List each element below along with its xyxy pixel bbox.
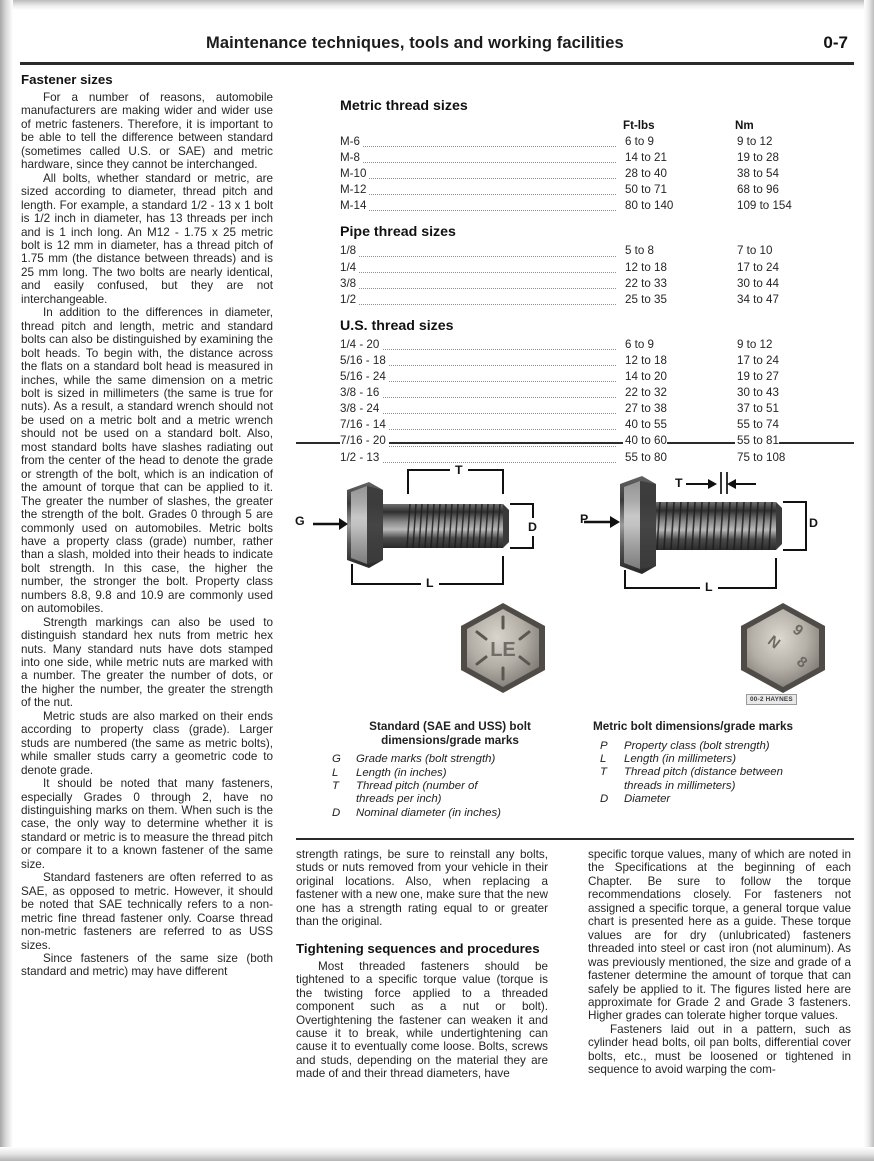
header-divider — [20, 62, 854, 65]
thread-size: 1/4 - 20 — [340, 338, 382, 351]
standard-bolt-label-d: D — [528, 520, 537, 534]
scan-edge-right — [864, 0, 874, 1161]
paragraph: In addition to the differences in diameter, thread pitch and length, metric and standard bolts can also be distinguished by examining the bolt heads. To begin with, the distance across the flats on a standard bolt head is measured in inches, while the same dimension on a metric bolt is sized in millimeters (the same is true for nuts). As a result, a standard wrench should not be used on a metric bolt and a metric wrench should not be used on a standard bolt. Also, most standard bolts have slashes radiating out from the center of the head to denote the grade or strength of the bolt, which is an indication of the amount of torque that can be applied to it. The greater the number of slashes, the greater the strength of the bolt. Grades 0 through 5 are commonly used on automobiles. Metric bolts have a property class (grade) number, rather than a slash, molded into their heads to indicate bolt strength. In this case, the higher the number, the stronger the bolt. Property class numbers 8.8, 9.8 and 10.9 are commonly used on automobiles. — [21, 306, 273, 616]
torque-ftlbs: 40 to 55 — [625, 418, 667, 432]
table-row — [340, 277, 856, 293]
torque-nm: 68 to 96 — [737, 183, 779, 197]
torque-nm: 55 to 81 — [737, 434, 779, 448]
legend-item — [593, 793, 855, 806]
torque-ftlbs: 55 to 80 — [625, 450, 667, 464]
thread-size: 7/16 - 20 — [340, 434, 389, 447]
table-title: U.S. thread sizes — [340, 317, 454, 334]
scan-edge-top — [0, 0, 874, 10]
torque-nm: 9 to 12 — [737, 337, 773, 351]
svg-text:8: 8 — [793, 653, 811, 672]
torque-ftlbs: 50 to 71 — [625, 183, 667, 197]
table-row — [340, 293, 856, 309]
page-title: Maintenance techniques, tools and working facilities — [206, 34, 624, 52]
bolt-figure — [295, 452, 860, 837]
torque-ftlbs: 40 to 60 — [625, 434, 667, 448]
metric-bolt-label-l: L — [700, 580, 718, 594]
torque-nm: 30 to 43 — [737, 386, 779, 400]
torque-ftlbs: 22 to 32 — [625, 386, 667, 400]
legend-text: Thread pitch (number of — [356, 780, 478, 792]
table-row — [340, 338, 856, 354]
table-title: Pipe thread sizes — [340, 224, 456, 241]
torque-ftlbs: 22 to 33 — [625, 276, 667, 290]
figure-bottom-divider — [296, 838, 854, 840]
paragraph: Strength markings can also be used to distinguish standard hex nuts from metric hex nuts. Many standard nuts have dots stamped into one side, while metric nuts are marked with a number. The greater the number of dots, or the higher the number, the greater the strength of the nut. — [21, 615, 273, 710]
table-row — [340, 199, 856, 215]
table-row — [340, 386, 856, 402]
torque-ftlbs: 12 to 18 — [625, 260, 667, 274]
dot-leader — [340, 145, 616, 147]
table-row — [340, 402, 856, 418]
paragraph: Fasteners laid out in a pattern, such as cylinder head bolts, oil pan bolts, differential cover bolts, etc., must be loosened or tightened in sequence to avoid warping the com- — [588, 1022, 851, 1077]
dot-leader — [340, 255, 616, 257]
torque-nm: 19 to 27 — [737, 370, 779, 384]
torque-tables — [340, 98, 856, 467]
paragraph: Standard fasteners are often referred to as SAE, as opposed to metric. However, it should be noted that SAE technically refers to a non-metric fine thread fastener only. Coarse thread non-metric fasteners are referred to as USS sizes. — [21, 871, 273, 952]
legend-title-line1: Metric bolt dimensions/grade marks — [593, 720, 794, 733]
legend-item — [325, 780, 575, 807]
torque-nm: 17 to 24 — [737, 260, 779, 274]
metric-bolt-legend — [593, 720, 855, 807]
legend-item — [325, 753, 575, 766]
legend-title-line1: Standard (SAE and USS) bolt — [369, 720, 531, 733]
torque-ftlbs: 5 to 8 — [625, 244, 655, 258]
thread-size: 1/2 - 13 — [340, 451, 382, 464]
us-thread-table — [340, 318, 856, 467]
table-row — [340, 151, 856, 167]
metric-bolt-label-d: D — [809, 516, 818, 530]
column-header-ftlbs: Ft-lbs — [623, 119, 655, 132]
haynes-credit-label: 00-2 HAYNES — [746, 694, 797, 705]
legend-item — [325, 767, 575, 780]
legend-text-continued: threads in millimeters) — [624, 779, 736, 792]
legend-key: D — [332, 806, 341, 819]
paragraph: All bolts, whether standard or metric, are sized according to diameter, thread pitch and length. For example, a standard 1/2 - 13 x 1 bolt is 1/2 inch in diameter, has 13 threads per inch and is 1 inch long. An M12 - 1.75 x 25 metric bolt is 12 mm in diameter, has a thread pitch of 1.75 mm (the distance between threads) and is 25 mm long. The two bolts are nearly identical, and easily confused, but they are not interchangeable. — [21, 171, 273, 306]
torque-ftlbs: 80 to 140 — [625, 199, 674, 213]
paragraph-continued: strength ratings, be sure to reinstall any bolts, studs or nuts removed from your vehicle in their original locations. Also, when replacing a fastener with a new one, make sure that the new one has a strength rating equal to or greater than the original. — [296, 848, 548, 929]
legend-text: Nominal diameter (in inches) — [356, 806, 501, 819]
legend-text: Property class (bolt strength) — [624, 739, 770, 752]
legend-key: D — [600, 793, 609, 806]
torque-nm: 30 to 44 — [737, 276, 779, 290]
table-row — [340, 167, 856, 183]
dot-leader — [340, 209, 616, 211]
standard-bolt-label-g: G — [295, 514, 305, 528]
paragraph: It should be noted that many fasteners, especially Grades 0 through 2, have no distinguishing marks on them. When such is the case, the only way to determine whether it is standard or metric is to measure the thread pitch or compare it to a known fastener of the same size. — [21, 777, 273, 871]
legend-key: G — [332, 753, 341, 766]
page-number: 0-7 — [823, 33, 848, 52]
torque-nm: 38 to 54 — [737, 167, 779, 181]
pipe-thread-table — [340, 224, 856, 308]
thread-size: M-12 — [340, 183, 369, 196]
torque-nm: 55 to 74 — [737, 418, 779, 432]
fastener-sizes-heading: Fastener sizes — [21, 72, 113, 87]
legend-text: Diameter — [624, 793, 671, 806]
legend-item — [593, 753, 855, 766]
table-row — [340, 135, 856, 151]
torque-ftlbs: 28 to 40 — [625, 167, 667, 181]
torque-ftlbs: 25 to 35 — [625, 292, 667, 306]
torque-ftlbs: 6 to 9 — [625, 337, 655, 351]
thread-size: 3/8 - 16 — [340, 386, 382, 399]
thread-size: M-10 — [340, 167, 369, 180]
torque-ftlbs: 14 to 21 — [625, 151, 667, 165]
standard-bolt-legend — [325, 720, 575, 820]
torque-nm: 34 to 47 — [737, 292, 779, 306]
legend-text-continued: threads per inch) — [356, 793, 442, 806]
table-row — [340, 418, 856, 434]
left-column — [21, 72, 273, 979]
thread-size: 5/16 - 18 — [340, 354, 389, 367]
dot-leader — [340, 303, 616, 305]
metric-bolt-label-t: T — [672, 476, 686, 490]
column-header-nm: Nm — [735, 119, 754, 132]
thread-size: 1/8 — [340, 244, 359, 257]
torque-ftlbs: 12 to 18 — [625, 353, 667, 367]
legend-item — [593, 766, 855, 793]
legend-key: L — [600, 753, 607, 765]
dot-leader — [340, 177, 616, 179]
torque-nm: 109 to 154 — [737, 199, 792, 213]
legend-key: T — [600, 766, 607, 779]
scan-edge-left — [0, 0, 13, 1161]
paragraph: For a number of reasons, automobile manufacturers are making wider and wider use of metric fasteners. Therefore, it is important to be able to tell the difference between standard (sometimes called U.S. or SAE) and metric hardware, since they cannot be interchanged. — [21, 91, 273, 172]
legend-title-line2: dimensions/grade marks — [381, 733, 519, 747]
torque-nm: 7 to 10 — [737, 244, 773, 258]
dot-leader — [340, 287, 616, 289]
metric-bolt-head-photo — [735, 600, 831, 696]
table-row — [340, 244, 856, 260]
scan-edge-bottom — [0, 1147, 874, 1161]
torque-ftlbs: 6 to 9 — [625, 135, 655, 148]
table-header-row — [340, 118, 856, 135]
table-row — [340, 261, 856, 277]
legend-text: Length (in inches) — [356, 766, 447, 779]
thread-size: M-14 — [340, 199, 369, 212]
paragraph: Most threaded fasteners should be tightened to a specific torque value (torque is the twisting force applied to a threaded component such as a nut or bolt). Overtightening the fastener can weaken it and cause it to break, while undertightening can cause it to eventually come loose. Bolts, screws and studs, depending on the material they are made of and their thread diameters, have — [296, 959, 548, 1081]
standard-bolt-head-photo — [455, 600, 551, 696]
dot-leader — [340, 271, 616, 273]
bottom-right-column — [588, 848, 851, 1077]
thread-size: M-8 — [340, 151, 363, 164]
svg-text:LE: LE — [490, 639, 516, 661]
legend-text: Length (in millimeters) — [624, 753, 737, 765]
dot-leader — [340, 161, 616, 163]
legend-title — [325, 720, 575, 747]
torque-nm: 9 to 12 — [737, 135, 773, 148]
legend-text: Grade marks (bolt strength) — [356, 753, 496, 766]
paragraph-continued: specific torque values, many of which are noted in the Specifications at the beginning of each Chapter. Be sure to follow the torque recommendations closely. For fasteners not assigned a specific torque, a general torque value chart is presented here as a guide. These torque values are for dry (unlubricated) fasteners threaded into steel or cast iron (not aluminum). As was previously mentioned, the size and grade of a fastener determine the amount of torque that can safely be applied to it. The figures listed here are approximate for Grade 2 and Grade 3 fasteners. Higher grades can tolerate higher torque values. — [588, 848, 851, 1023]
thread-size: 3/8 - 24 — [340, 402, 382, 415]
torque-ftlbs: 27 to 38 — [625, 402, 667, 416]
legend-key: T — [332, 780, 339, 792]
torque-ftlbs: 14 to 20 — [625, 370, 667, 384]
legend-item — [593, 740, 855, 753]
paragraph: Since fasteners of the same size (both standard and metric) may have different — [21, 952, 273, 979]
legend-key: L — [332, 766, 339, 779]
thread-size: 3/8 — [340, 277, 359, 290]
legend-title — [593, 720, 855, 734]
table-row — [340, 183, 856, 199]
torque-nm: 17 to 24 — [737, 353, 779, 367]
thread-size: 1/4 — [340, 261, 359, 274]
torque-nm: 37 to 51 — [737, 402, 779, 416]
dot-leader — [340, 193, 616, 195]
torque-nm: 19 to 28 — [737, 151, 779, 165]
table-title: Metric thread sizes — [340, 98, 468, 114]
tightening-sequences-heading: Tightening sequences and procedures — [296, 940, 540, 956]
page-header — [20, 34, 854, 64]
bottom-middle-column — [296, 848, 548, 1081]
table-row — [340, 370, 856, 386]
metric-thread-table — [340, 98, 856, 215]
svg-text:N: N — [764, 632, 784, 653]
paragraph: Metric studs are also marked on their ends according to property class (grade). Larger studs are numbered (the same as metric bolts), while smaller studs carry a geometric code to denote grade. — [21, 709, 273, 777]
standard-bolt-label-t: T — [450, 463, 468, 477]
svg-text:9: 9 — [789, 621, 807, 640]
thread-size: M-6 — [340, 135, 363, 148]
thread-size: 1/2 — [340, 293, 359, 306]
legend-text: Thread pitch (distance between — [624, 766, 783, 779]
thread-size: 5/16 - 24 — [340, 370, 389, 383]
standard-bolt-label-l: L — [421, 576, 439, 590]
torque-nm: 75 to 108 — [737, 450, 786, 464]
metric-bolt-label-p: P — [580, 512, 589, 526]
thread-size: 7/16 - 14 — [340, 418, 389, 431]
table-row — [340, 354, 856, 370]
legend-item — [325, 807, 575, 820]
legend-key: P — [600, 739, 608, 752]
